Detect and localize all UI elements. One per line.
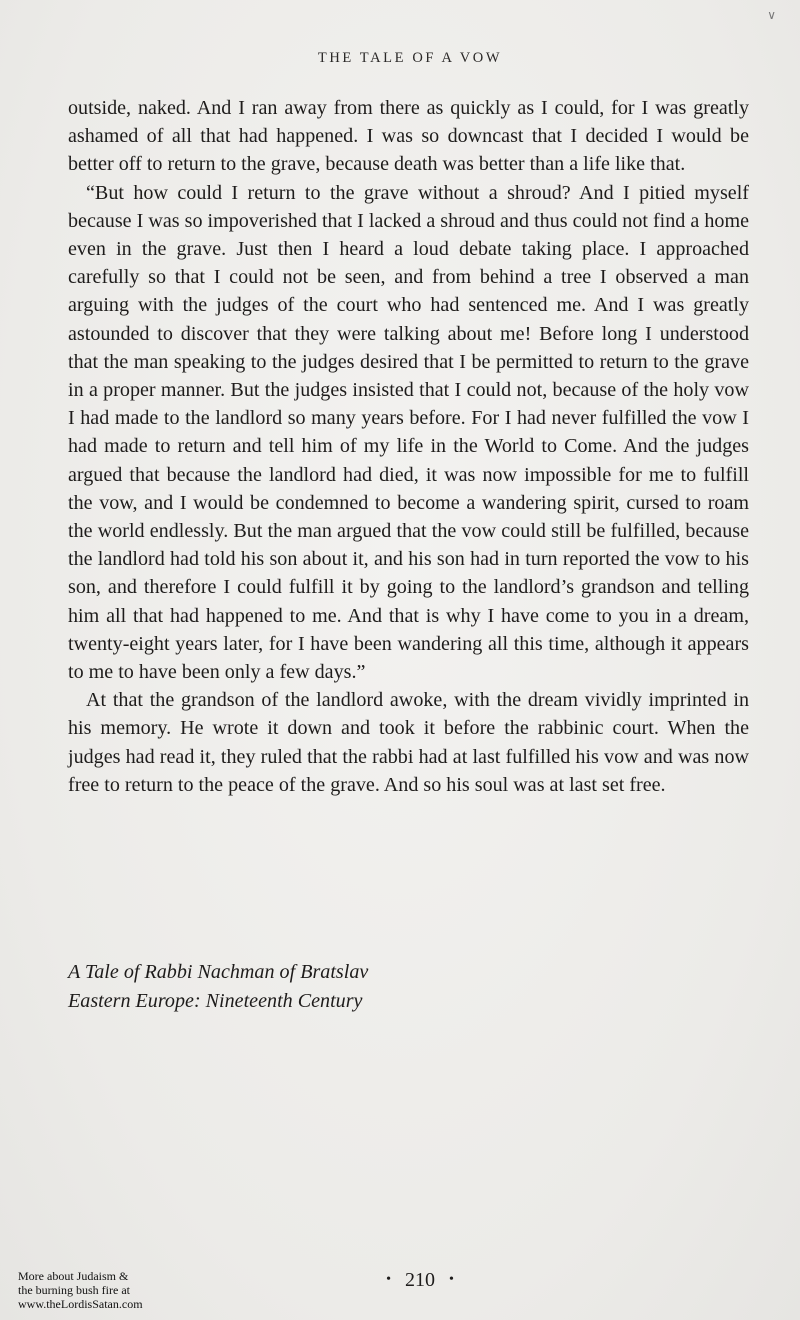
attribution-origin: Eastern Europe: Nineteenth Century (68, 990, 363, 1012)
running-head: THE TALE OF A VOW (317, 50, 503, 66)
watermark-line-3: www.theLordisSatan.com (18, 1297, 143, 1311)
watermark-caption (18, 1269, 143, 1311)
watermark-line-1: More about Judaism & (18, 1269, 129, 1283)
attribution-source: A Tale of Rabbi Nachman of Bratslav (68, 961, 369, 983)
folio-ornament-left: • (386, 1272, 391, 1287)
folio-ornament-right: • (449, 1272, 454, 1287)
paragraph-1: outside, naked. And I ran away from there as quickly as I could, for I was greatly ashamed of all that had happened. I was so downcast that I decided I would be better off to return to the grave, because death was better than a life like that. (68, 97, 749, 176)
corner-mark: ∨ (767, 8, 776, 22)
page-number: 210 (405, 1269, 435, 1291)
watermark-line-2: the burning bush fire at (18, 1283, 130, 1297)
attribution (68, 958, 368, 1016)
paragraph-2: “But how could I return to the grave without a shroud? And I pitied myself because I was so impoverished that I lacked a shroud and thus could not find a home even in the grave. Just then I heard a loud debate taking place. I approached carefully so that I could not be seen, and from behind a tree I observed a man arguing with the judges of the court who had sentenced me. And I was greatly astounded to discover that they were talking about me! Before long I understood that the man speaking to the judges desired that I be permitted to return to the grave in a proper manner. But the judges insisted that I could not, because of the holy vow I had made to the landlord so many years before. For I had never fulfilled the vow I had made to return and tell him of my life in the World to Come. And the judges argued that because the landlord had died, it was now impossible for me to fulfill the vow, and I would be condemned to become a wandering spirit, cursed to roam the world endlessly. But the man argued that the vow could still be fulfilled, because the landlord had told his son about it, and his son had in turn reported the vow to his son, and therefore I could fulfill it by going to the landlord’s grandson and telling him all that had happened to me. And that is why I have come to you in a dream, twenty-eight years later, for I have been wandering all this time, although it appears to me to have been only a few days.” (68, 181, 749, 684)
paragraph-3: At that the grandson of the landlord awoke, with the dream vividly imprinted in his memory. He wrote it down and took it before the rabbinic court. When the judges had read it, they ruled that the rabbi had at last fulfilled his vow and was now free to return to the peace of the grave. And so his soul was at last set free. (68, 689, 749, 796)
body-text (68, 94, 749, 799)
page-number-footer (365, 1269, 475, 1292)
